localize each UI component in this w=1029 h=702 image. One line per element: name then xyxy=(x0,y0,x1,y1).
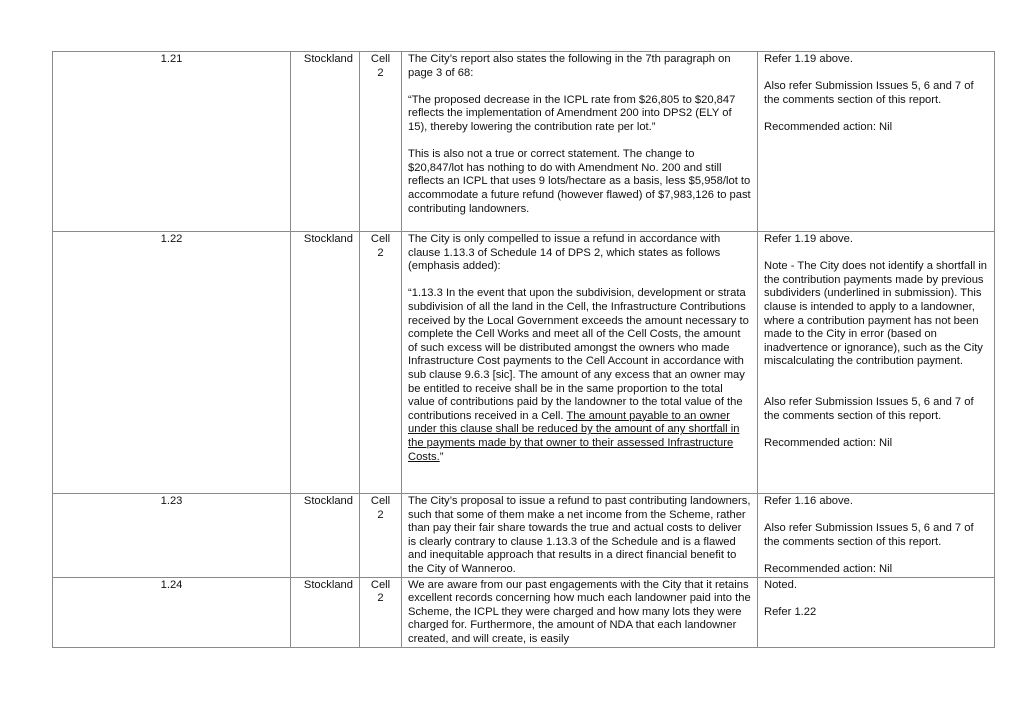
response-paragraph: Also refer Submission Issues 5, 6 and 7 of the comments section of this report. xyxy=(764,80,974,106)
response-paragraph: Refer 1.16 above. xyxy=(764,495,853,507)
response-paragraph: Refer 1.19 above. xyxy=(764,53,853,65)
cell-number: 2 xyxy=(377,592,384,605)
quote-close: ” xyxy=(439,450,444,463)
table-row xyxy=(53,494,995,578)
submissions-table xyxy=(52,51,995,648)
response-text xyxy=(758,52,995,232)
submission-text xyxy=(402,494,758,578)
cell-reference xyxy=(360,232,402,494)
submission-text xyxy=(402,577,758,647)
response-paragraph: Recommended action: Nil xyxy=(764,120,893,133)
response-text xyxy=(758,494,995,578)
submission-text xyxy=(402,232,758,494)
response-paragraph: Recommended action: Nil xyxy=(764,436,893,449)
response-paragraph: Refer 1.22 xyxy=(764,605,817,618)
submission-paragraph: “The proposed decrease in the ICPL rate from $26,805 to $20,847 reflects the implementation of Amendment 200 into DPS2 (ELY of 15), thereby lowering the contribution rate per lot.” xyxy=(408,93,736,133)
item-number: 1.22 xyxy=(53,232,291,494)
cell-number: 2 xyxy=(377,508,384,521)
cell-reference xyxy=(360,577,402,647)
quote-emphasis: The amount payable to an owner under this clause shall be reduced by the amount of any shortfall in the payments made by that owner to their assessed Infrastructure Costs. xyxy=(408,409,740,463)
item-number: 1.23 xyxy=(53,494,291,578)
cell-reference xyxy=(360,52,402,232)
cell-label: Cell xyxy=(370,578,391,591)
submission-paragraph: This is also not a true or correct statement. The change to $20,847/lot has nothing to do with Amendment No. 200 and still reflects an ICPL that uses 9 lots/hectare as a basis, less $5,958/lot to accommodate a future refund (however flawed) of $7,983,126 to past contributing landowners. xyxy=(408,148,751,215)
response-paragraph: Note - The City does not identify a shortfall in the contribution payments made by previous subdividers (underlined in submission). This clause is intended to apply to a landowner, where a contribution payment has not been made to the City in error (based on inadvertence or ignorance), such as the City miscalculating the contribution payment. xyxy=(764,260,988,368)
submission-paragraph: The City’s report also states the following in the 7th paragraph on page 3 of 68: xyxy=(408,53,731,79)
response-text xyxy=(758,577,995,647)
submission-paragraph: We are aware from our past engagements with the City that it retains excellent records concerning how much each landowner paid into the Scheme, the ICPL they were charged and how many lots they were charged for. Furthermore, the amount of NDA that each landowner created, and will create, is easily xyxy=(408,578,751,645)
cell-label: Cell xyxy=(370,53,391,65)
response-paragraph: Also refer Submission Issues 5, 6 and 7 of the comments section of this report. xyxy=(764,522,974,548)
cell-label: Cell xyxy=(370,233,391,245)
submission-quote xyxy=(408,287,751,464)
response-paragraph: Refer 1.19 above. xyxy=(764,233,853,245)
response-paragraph: Also refer Submission Issues 5, 6 and 7 of the comments section of this report. xyxy=(764,395,974,422)
submission-text xyxy=(402,52,758,232)
quote-text: “1.13.3 In the event that upon the subdivision, development or strata subdivision of all the land in the Cell, the Infrastructure Contributions received by the Local Government exceeds the amount necessary to complete the Cell Works and meet all of the Cell Costs, the amount of such excess will be distributed amongst the owners who made Infrastructure Cost payments to the Cell Account in accordance with sub clause 9.6.3 [sic]. The amount of any excess that an owner may be entitled to receive shall be in the same proportion to the total value of contributions paid by the landowner to the total value of the contributions received in a Cell. xyxy=(408,287,749,422)
response-paragraph: Recommended action: Nil xyxy=(764,562,893,575)
submitter-name: Stockland xyxy=(291,232,360,494)
table-row xyxy=(53,52,995,232)
submitter-name: Stockland xyxy=(291,52,360,232)
submission-paragraph: The City is only compelled to issue a refund in accordance with clause 1.13.3 of Schedule 14 of DPS 2, which states as follows (emphasis added): xyxy=(408,233,721,273)
cell-number: 2 xyxy=(377,66,384,79)
cell-label: Cell xyxy=(370,495,391,507)
submitter-name: Stockland xyxy=(291,494,360,578)
response-text xyxy=(758,232,995,494)
item-number: 1.21 xyxy=(53,52,291,232)
submitter-name: Stockland xyxy=(291,577,360,647)
table-row xyxy=(53,577,995,647)
cell-reference xyxy=(360,494,402,578)
submission-paragraph: The City’s proposal to issue a refund to past contributing landowners, such that some of them make a net income from the Scheme, rather than pay their fair share towards the true and actual costs to deliver is clearly contrary to clause 1.13.3 of the Schedule and is a flawed and inequitable approach that results in a direct financial benefit to the City of Wanneroo. xyxy=(408,495,751,575)
cell-number: 2 xyxy=(377,246,384,259)
response-paragraph: Noted. xyxy=(764,578,797,591)
item-number: 1.24 xyxy=(53,577,291,647)
table-row xyxy=(53,232,995,494)
